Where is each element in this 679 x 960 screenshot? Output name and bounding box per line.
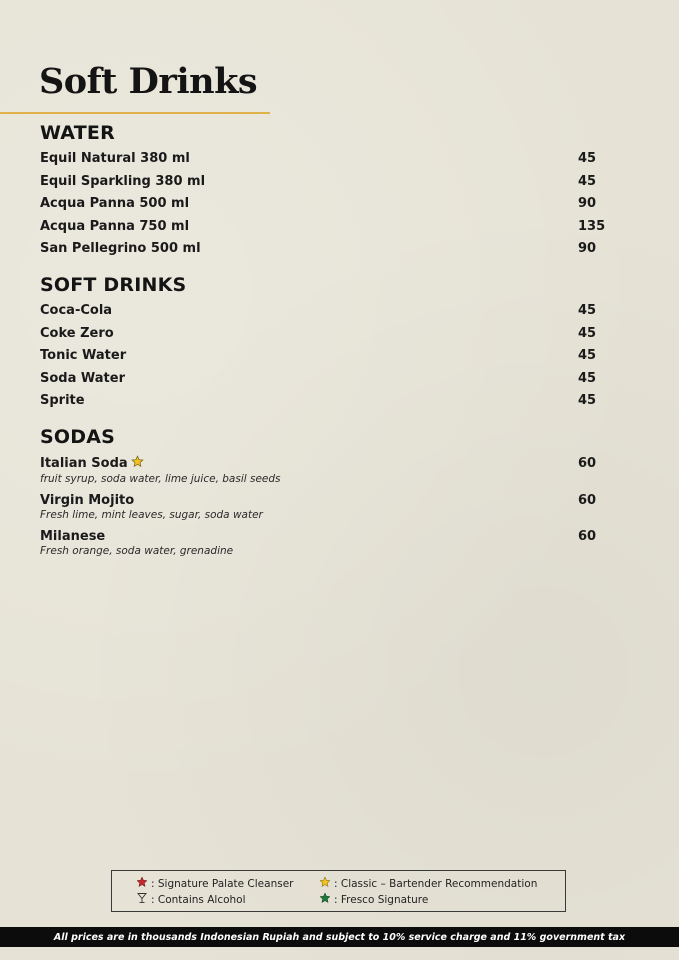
section-water	[40, 124, 608, 264]
menu-item	[40, 348, 608, 371]
legend-classic-bartender	[319, 876, 537, 891]
item-name: Acqua Panna 750 ml	[40, 218, 190, 234]
menu-item	[40, 303, 608, 326]
legend-contains-alcohol	[136, 892, 246, 907]
title-underline	[0, 112, 270, 114]
section-heading: SODAS	[40, 426, 115, 448]
item-price: 45	[578, 393, 597, 408]
item-name: Virgin Mojito	[40, 493, 135, 508]
item-description: Fresh lime, mint leaves, sugar, soda water	[40, 509, 263, 521]
section-heading: SOFT DRINKS	[40, 274, 187, 296]
item-price: 90	[578, 196, 597, 211]
item-name: Equil Sparkling 380 ml	[40, 173, 206, 189]
item-name: Italian Soda	[40, 456, 128, 471]
legend-fresco-signature	[319, 892, 428, 907]
green-star-icon	[319, 892, 334, 907]
legend-label: : Classic – Bartender Recommendation	[334, 877, 538, 890]
item-description: Fresh orange, soda water, grenadine	[40, 545, 234, 557]
item-price: 45	[578, 303, 597, 318]
item-price: 90	[578, 241, 597, 256]
menu-item	[40, 493, 608, 521]
item-name: Sprite	[40, 393, 85, 408]
red-star-icon	[136, 876, 151, 891]
item-price: 45	[578, 151, 597, 166]
item-price: 60	[578, 456, 597, 471]
menu-item	[40, 529, 608, 557]
item-name: Tonic Water	[40, 348, 127, 363]
item-name: San Pellegrino 500 ml	[40, 241, 201, 256]
item-description: fruit syrup, soda water, lime juice, basil seeds	[40, 473, 281, 485]
footer-note	[0, 927, 679, 947]
item-price: 45	[578, 348, 597, 363]
legend	[111, 870, 566, 912]
yellow-star-icon	[319, 876, 334, 891]
legend-label: : Signature Palate Cleanser	[151, 877, 294, 890]
menu-item	[40, 151, 608, 174]
item-price: 60	[578, 529, 597, 544]
page-title: Soft Drinks	[39, 61, 258, 102]
item-name: Equil Natural 380 ml	[40, 151, 190, 166]
section-sodas	[40, 428, 608, 565]
item-price: 60	[578, 493, 597, 508]
classic-star-icon	[131, 455, 144, 472]
cocktail-glass-icon	[136, 892, 151, 907]
item-name: Milanese	[40, 529, 106, 544]
menu-item	[40, 393, 608, 416]
menu-item	[40, 219, 608, 242]
legend-label: : Contains Alcohol	[151, 893, 246, 906]
menu-item	[40, 174, 608, 197]
section-heading: WATER	[40, 122, 115, 144]
legend-label: : Fresco Signature	[334, 893, 429, 906]
item-price: 45	[578, 173, 597, 189]
item-price: 135	[578, 218, 606, 234]
item-price: 45	[578, 325, 597, 341]
footer-text: All prices are in thousands Indonesian Rupiah and subject to 10% service charge and 11% government tax	[53, 931, 626, 943]
item-name: Coca-Cola	[40, 303, 113, 318]
menu-item	[40, 241, 608, 264]
menu-item	[40, 455, 608, 485]
item-price: 45	[578, 370, 597, 386]
menu-item	[40, 196, 608, 219]
section-soft-drinks	[40, 276, 608, 416]
item-name: Acqua Panna 500 ml	[40, 196, 190, 211]
item-name: Coke Zero	[40, 325, 114, 341]
legend-signature-palate	[136, 876, 293, 891]
menu-item	[40, 326, 608, 349]
item-name: Soda Water	[40, 370, 125, 386]
menu-item	[40, 371, 608, 394]
